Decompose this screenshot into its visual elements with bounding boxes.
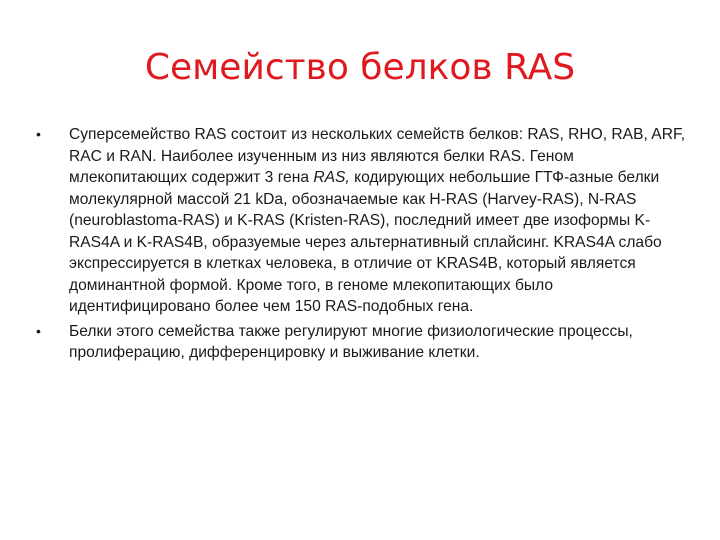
bullet-icon: •	[36, 322, 41, 339]
bullet-list	[36, 124, 686, 367]
list-item	[36, 124, 686, 318]
bullet-text	[69, 124, 686, 318]
bullet-icon: •	[36, 126, 41, 142]
bullet-text-segment: Суперсемейство RAS состоит из нескольких семейств белков: RAS, RHO, RAB, ARF, RAC и RAN. Наиболее изученным из низ являются белки RAS. Геном млекопитающих содержит 3 гена	[69, 126, 686, 186]
bullet-text-segment: Белки этого семейства также регулируют многие физиологические процессы, пролиферацию, дифференцировку и выживание клетки.	[69, 322, 633, 361]
bullet-text	[69, 321, 686, 364]
slide-title: Семейство белков RAS	[144, 47, 576, 88]
bullet-text-italic-segment: RAS,	[313, 169, 350, 186]
list-item	[36, 321, 686, 364]
bullet-text-segment: кодирующих небольшие ГТФ-азные белки молекулярной массой 21 kDa, обозначаемые как H-RAS (Harvey-RAS), N-RAS (neuroblastoma-RAS) и K-RAS (Kristen-RAS), последний имеет две изоформы K-RAS4A и K-RAS4B, образуемые через альтернативный сплайсинг. KRAS4A слабо экспрессируется в клетках человека, в отличие от KRAS4B, который является доминантной формой. Кроме того, в геноме млекопитающих было идентифицировано более чем 150 RAS-подобных гена.	[69, 169, 662, 315]
